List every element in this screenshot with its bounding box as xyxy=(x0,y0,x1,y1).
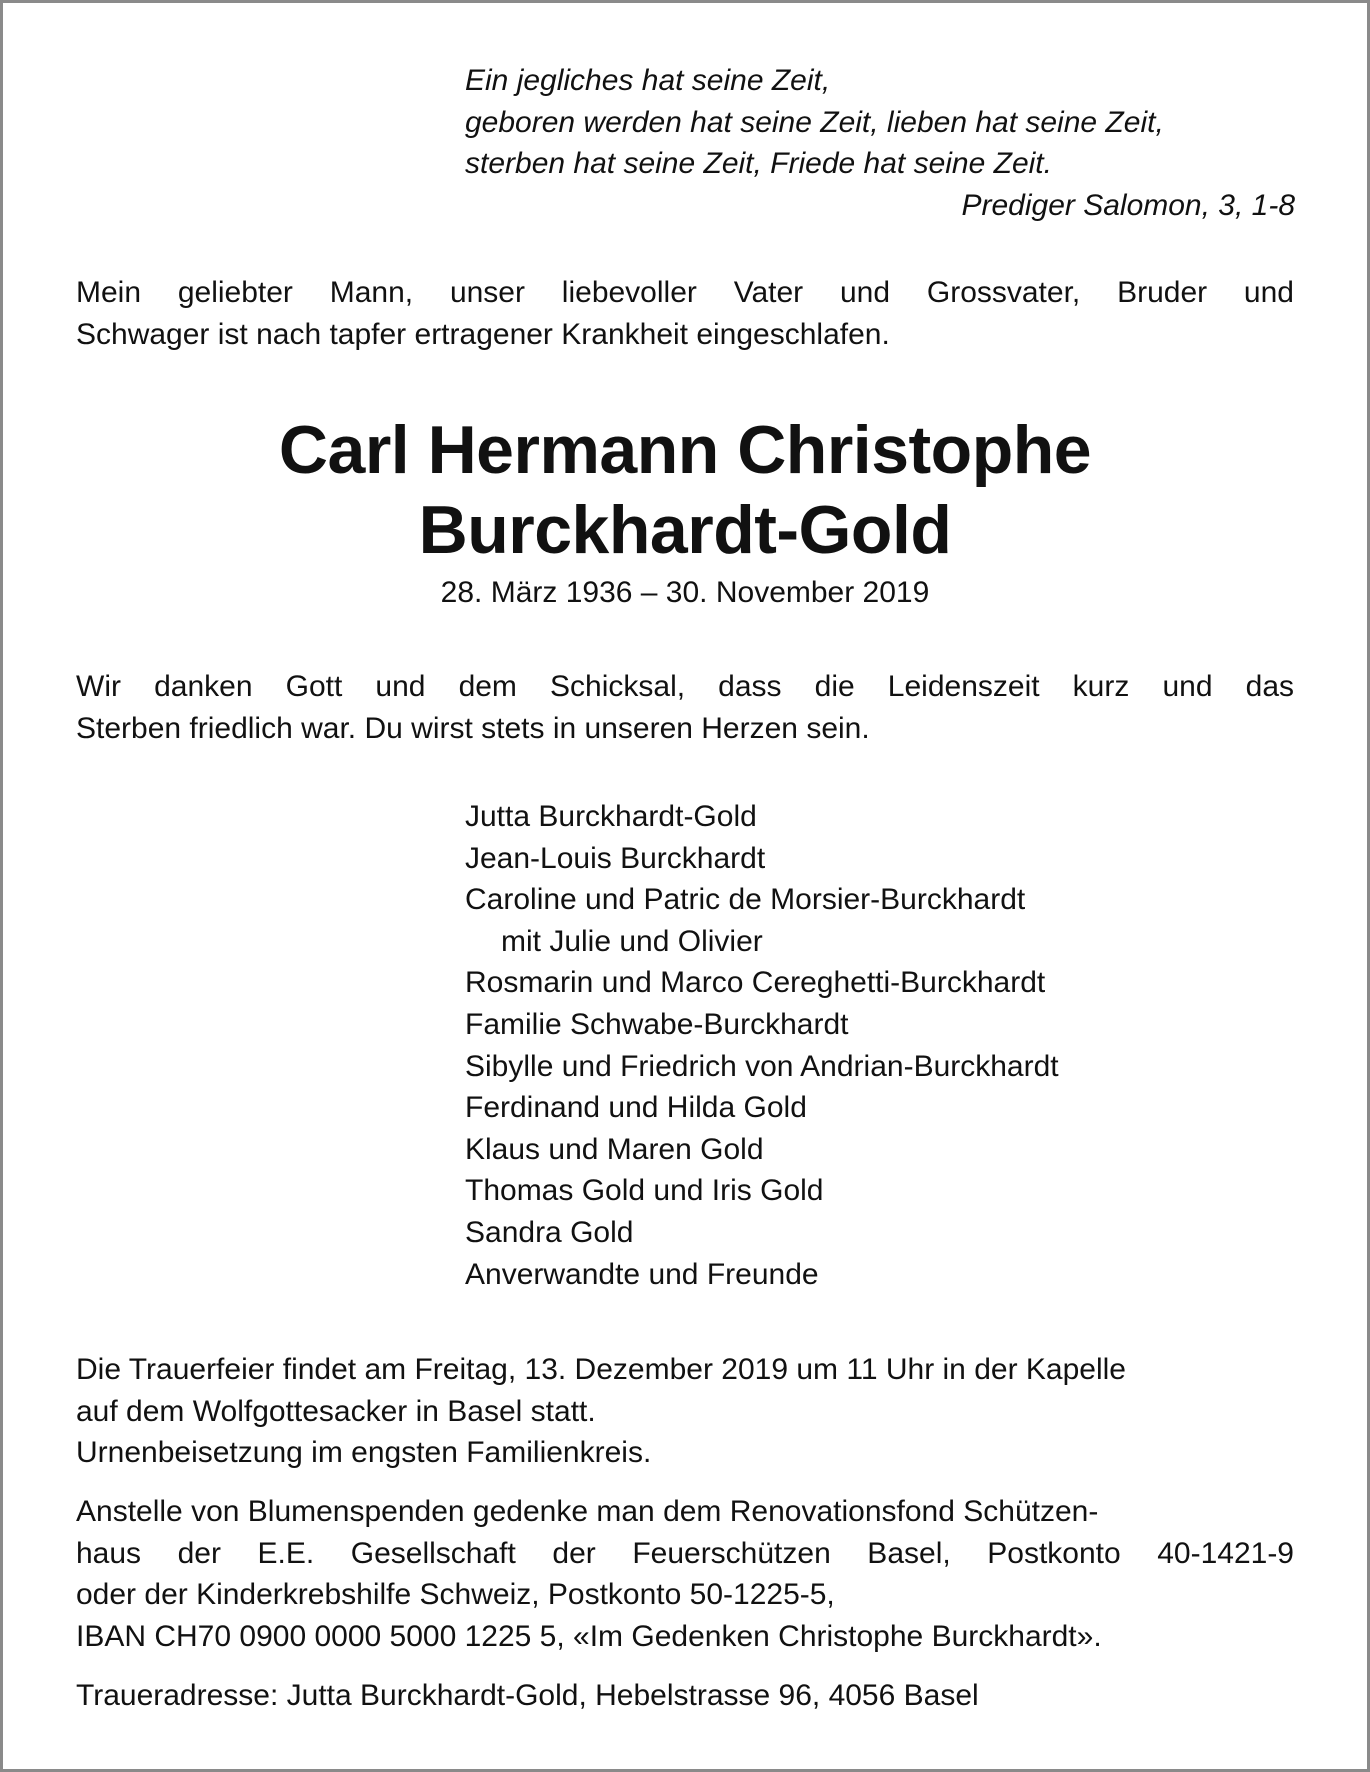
mourner: Jean-Louis Burckhardt xyxy=(465,841,766,875)
ceremony-line: Die Trauerfeier findet am Freitag, 13. Dezember 2019 um 11 Uhr in der Kapelle xyxy=(76,1353,1126,1386)
life-dates: 28. März 1936 – 30. November 2019 xyxy=(440,576,930,609)
ceremony-line: auf dem Wolfgottesacker in Basel statt. xyxy=(76,1394,596,1428)
intro-line: Mein geliebter Mann, unser liebevoller Vater und Grossvater, Bruder und xyxy=(76,276,1294,309)
intro-paragraph xyxy=(76,272,1294,355)
quote-line: Ein jegliches hat seine Zeit, xyxy=(465,64,831,97)
ceremony-paragraph xyxy=(76,1349,1294,1474)
thanks-paragraph xyxy=(76,666,1294,749)
mourner: Klaus und Maren Gold xyxy=(465,1132,764,1166)
quote-line: sterben hat seine Zeit, Friede hat seine Zeit. xyxy=(465,147,1052,181)
mourner: Rosmarin und Marco Cereghetti-Burckhardt xyxy=(465,966,1046,1000)
ceremony-line: Urnenbeisetzung im engsten Familienkreis. xyxy=(76,1436,652,1470)
mourner: Jutta Burckhardt-Gold xyxy=(465,800,757,833)
quote-line: geboren werden hat seine Zeit, lieben hat seine Zeit, xyxy=(465,105,1164,139)
quote-source: Prediger Salomon, 3, 1-8 xyxy=(961,188,1295,222)
deceased-name xyxy=(0,410,1370,570)
donations-paragraph xyxy=(76,1491,1294,1657)
donations-line: Anstelle von Blumenspenden gedenke man dem Renovationsfond Schützen- xyxy=(76,1495,1099,1528)
intro-line: Schwager ist nach tapfer ertragener Krankheit eingeschlafen. xyxy=(76,317,890,351)
mourning-address: Traueradresse: Jutta Burckhardt-Gold, Hebelstrasse 96, 4056 Basel xyxy=(76,1679,979,1712)
donations-line: oder der Kinderkrebshilfe Schweiz, Postkonto 50-1225-5, xyxy=(76,1578,835,1612)
mourner: mit Julie und Olivier xyxy=(501,924,763,958)
donations-line: IBAN CH70 0900 0000 5000 1225 5, «Im Gedenken Christophe Burckhardt». xyxy=(76,1619,1102,1653)
mourners-list xyxy=(465,796,1059,1295)
mourner: Sibylle und Friedrich von Andrian-Burckhardt xyxy=(465,1049,1059,1083)
mourner: Thomas Gold und Iris Gold xyxy=(465,1174,824,1208)
thanks-line: Wir danken Gott und dem Schicksal, dass die Leidenszeit kurz und das xyxy=(76,670,1294,703)
mourner: Sandra Gold xyxy=(465,1215,634,1249)
mourner: Anverwandte und Freunde xyxy=(465,1257,819,1291)
bible-quote xyxy=(465,60,1295,226)
mourner: Caroline und Patric de Morsier-Burckhardt xyxy=(465,883,1026,917)
name-line-2: Burckhardt-Gold xyxy=(418,492,952,568)
donations-line: haus der E.E. Gesellschaft der Feuerschützen Basel, Postkonto 40-1421-9 xyxy=(76,1536,1294,1570)
mourner: Ferdinand und Hilda Gold xyxy=(465,1091,807,1125)
mourner: Familie Schwabe-Burckhardt xyxy=(465,1007,849,1041)
name-line-1: Carl Hermann Christophe xyxy=(278,412,1092,488)
thanks-line: Sterben friedlich war. Du wirst stets in unseren Herzen sein. xyxy=(76,711,870,745)
